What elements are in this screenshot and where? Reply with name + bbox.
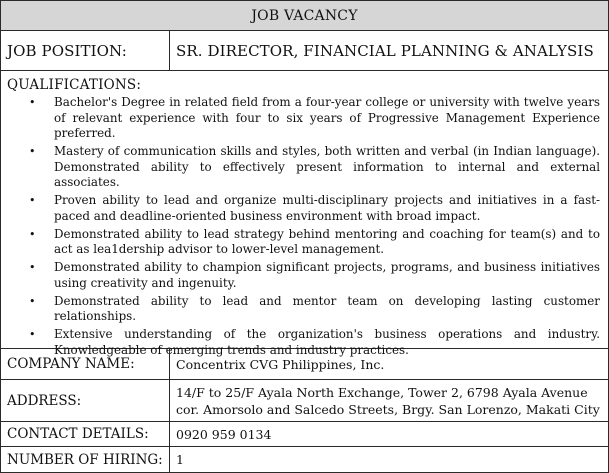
bullet-icon: • bbox=[29, 96, 36, 109]
job-position-row bbox=[1, 31, 608, 71]
page-title: JOB VACANCY bbox=[251, 7, 358, 24]
company-label: COMPANY NAME: bbox=[1, 349, 170, 379]
hiring-label: NUMBER OF HIRING: bbox=[1, 447, 170, 472]
qualification-text: Extensive understanding of the organization's business operations and industry. Knowledgeable of emerging trends and industry practices. bbox=[54, 327, 600, 357]
qualification-text: Mastery of communication skills and styles, both written and verbal (in Indian language). Demonstrated ability to effectively present information to internal and external associates. bbox=[54, 144, 600, 189]
hiring-row bbox=[1, 447, 608, 472]
bullet-icon: • bbox=[29, 145, 36, 158]
bullet-icon: • bbox=[29, 227, 36, 241]
address-value: 14/F to 25/F Ayala North Exchange, Tower 2, 6798 Ayala Avenue cor. Amorsolo and Salcedo Streets, Brgy. San Lorenzo, Makati City bbox=[176, 384, 600, 417]
address-label: ADDRESS: bbox=[1, 380, 170, 421]
header-bar bbox=[1, 1, 608, 31]
qualification-text: Bachelor's Degree in related field from a four-year college or university with twelve years of relevant experience with four to six years of Progressive Management Experience preferred. bbox=[54, 95, 600, 140]
contact-value: 0920 959 0134 bbox=[176, 426, 272, 442]
contact-label: CONTACT DETAILS: bbox=[1, 422, 170, 446]
bullet-icon: • bbox=[29, 294, 36, 308]
qualifications-title: QUALIFICATIONS: bbox=[7, 77, 142, 93]
address-row bbox=[1, 380, 608, 422]
list-item bbox=[7, 144, 602, 191]
qualification-text: Demonstrated ability to lead and mentor team on developing lasting customer relationships. bbox=[54, 293, 600, 323]
list-item bbox=[7, 227, 602, 258]
bullet-icon: • bbox=[29, 328, 36, 341]
list-item bbox=[7, 294, 602, 325]
qualifications-section bbox=[1, 71, 608, 357]
qualification-text: Demonstrated ability to champion significant projects, programs, and business initiatives using creativity and ingenuity. bbox=[54, 260, 600, 290]
company-value: Concentrix CVG Philippines, Inc. bbox=[176, 356, 385, 372]
company-row bbox=[1, 349, 608, 380]
list-item bbox=[7, 95, 602, 142]
contact-row bbox=[1, 422, 608, 447]
hiring-value: 1 bbox=[176, 452, 184, 467]
bullet-icon: • bbox=[29, 261, 36, 274]
qualification-text: Proven ability to lead and organize multi-disciplinary projects and initiatives in a fast-paced and deadline-oriented business environment with broad impact. bbox=[54, 193, 600, 223]
list-item bbox=[7, 260, 602, 291]
job-position-value: SR. DIRECTOR, FINANCIAL PLANNING & ANALYSIS bbox=[176, 41, 594, 60]
qualification-text: Demonstrated ability to lead strategy behind mentoring and coaching for team(s) and to act as lea1dership advisor to lower-level management. bbox=[54, 226, 600, 256]
qualifications-list bbox=[7, 95, 602, 358]
job-position-label: JOB POSITION: bbox=[1, 31, 170, 70]
list-item bbox=[7, 193, 602, 224]
bullet-icon: • bbox=[29, 194, 36, 207]
